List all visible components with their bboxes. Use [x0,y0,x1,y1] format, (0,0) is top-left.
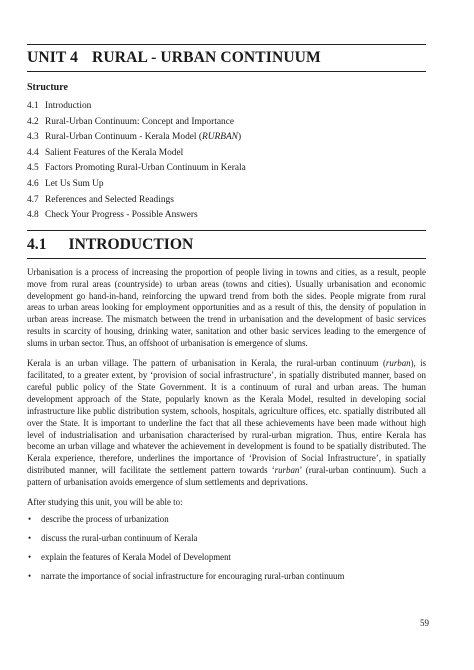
objective-text: describe the process of urbanization [41,513,169,524]
structure-item-number: 4.2 [27,116,39,127]
structure-item-number: 4.4 [27,147,39,158]
unit-name: RURAL - URBAN CONTINUUM [92,49,321,66]
structure-item [27,146,426,162]
objective-text: explain the features of Kerala Model of Development [41,551,231,562]
structure-item-number: 4.6 [27,178,39,189]
bullet-icon: • [28,513,32,524]
structure-item-number: 4.1 [27,101,39,111]
structure-item [27,208,426,224]
structure-item-suffix: ) [237,132,242,143]
structure-heading: Structure [27,82,68,93]
section-top-rule [27,230,426,231]
bullet-icon: • [28,570,32,581]
structure-item-number: 4.8 [27,210,39,221]
structure-item-number: 4.5 [27,163,39,174]
objectives-list [27,514,426,583]
section-title-underline [27,258,426,259]
intro-paragraph-1: Urbanisation is a process of increasing the proportion of people living in towns and cities, as a result, people move from rural areas (countryside) to urban areas (towns and cities). Usually urbanisation and economic development go hand-in-hand, reinforcing the upward trend from both the sides. People migrate from rural areas to urban areas looking for employment opportunities and as a result of this, the density of population in urban areas increase. The mismatch between the trend in urbanisation and the development of basic services results in scarcity of housing, drinking water, sanitation and other basic services leading to the emergence of slums in urban sector. Thus, an offshoot of urbanisation is emergence of slums. [27,266,426,349]
structure-item-label: Salient Features of the Kerala Model [45,147,184,158]
structure-item-label: Introduction [45,101,92,111]
structure-item [27,193,426,209]
para2-text-c: ’ (rural-urban continuum). Such a pattern of urbanisation avoids emergence of slum settlements and deprivations. [27,465,426,488]
structure-item-emphasis: RURBAN [202,132,238,143]
top-rule [27,44,426,45]
para2-term-rurban: rurban [385,358,411,369]
unit-title-underline [27,71,426,72]
structure-item [27,177,426,193]
section-number: 4.1 [27,235,47,253]
structure-item-label: Rural-Urban Continuum: Concept and Importance [45,116,235,127]
structure-item [27,99,426,115]
page-content [27,44,426,590]
intro-paragraph-2 [27,358,426,489]
para2-text-a: Kerala is an urban village. The pattern of urbanisation in Kerala, the rural-urban continuum ( [27,358,386,369]
structure-item-label: Let Us Sum Up [45,178,104,189]
objective-item [27,533,426,545]
structure-item [27,115,426,131]
structure-item-number: 4.7 [27,194,39,205]
structure-item-label: Rural-Urban Continuum - Kerala Model ( [45,132,202,143]
structure-item-label: References and Selected Readings [45,194,174,205]
objective-item [27,514,426,526]
structure-list [27,99,426,224]
structure-item-label: Check Your Progress - Possible Answers [45,210,198,221]
objective-item [27,571,426,583]
objective-text: discuss the rural-urban continuum of Kerala [41,532,198,543]
structure-item [27,161,426,177]
unit-title [27,49,426,67]
para2-term-rurban-2: rurban [274,465,300,476]
objective-item [27,552,426,564]
objectives-lead: After studying this unit, you will be able to: [27,497,183,508]
bullet-icon: • [28,532,32,543]
section-title [27,236,426,254]
structure-item [27,130,426,146]
bullet-icon: • [28,551,32,562]
structure-item-label: Factors Promoting Rural-Urban Continuum in Kerala [45,163,246,174]
para2-text-b: ), is facilitated, to a greater extent, by ‘provision of social infrastructure’, in spatially distributed manner, based on careful public policy of the State Government. It is a continuum of rural and urban areas. The human development approach of the State, popularly known as the Kerala Model, resulted in developing social infrastructure like public distribution system, schools, hospitals, agriculture offices, etc. spatially distributed all over the State. It is important to underline the fact that all these achievements have been made without high level of industrialisation and urbanisation characterised by rural-urban migration. Thus, entire Kerala has become an urban village and whatever the achievement in development is found to be spatially distributed. The Kerala experience, therefore, underlines the importance of ‘Provision of Social Infrastructure’, in spatially distributed manner, will facilitate the settlement pattern towards ‘ [27,358,427,476]
unit-number: UNIT 4 [27,49,79,66]
structure-item-number: 4.3 [27,132,39,143]
page-number: 59 [420,618,429,628]
objective-text: narrate the importance of social infrastructure for encouraging rural-urban continuum [41,570,345,581]
section-name: INTRODUCTION [68,235,194,253]
